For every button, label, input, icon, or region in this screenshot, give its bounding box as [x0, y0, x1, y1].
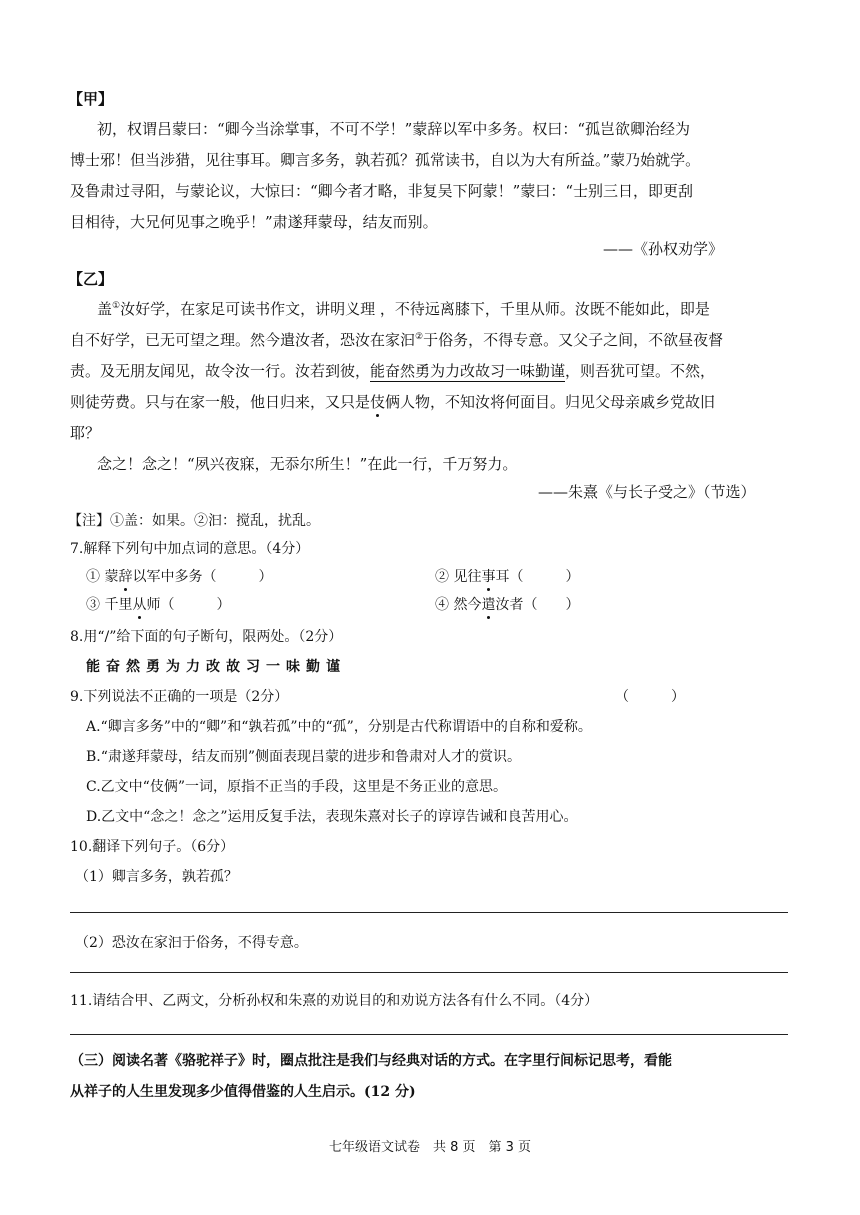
passage-yi-line: [70, 329, 723, 350]
passage-yi-line: [70, 391, 715, 412]
footnote-mark: ①: [112, 301, 121, 311]
passage-yi-heading: 【乙】: [68, 270, 114, 288]
passage-jia-source: ——《孙权劝学》: [603, 240, 724, 258]
question-7-item-3: ③ 千里从师（ ）: [86, 594, 230, 614]
passage-yi-text: ，则吾犹可望。不然，: [565, 362, 716, 380]
question-9-option-b: B.“肃遂拜蒙母，结友而别”侧面表现吕蒙的进步和鲁肃对人才的赏识。: [86, 749, 522, 765]
question-10-stem: 10.翻译下列句子。（6分）: [70, 839, 235, 855]
dotted-word: 遣: [481, 594, 495, 614]
question-8-sentence[interactable]: 能奋然勇为力改故习一味勤谨: [86, 659, 346, 675]
question-11-stem: 11.请结合甲、乙两文，分析孙权和朱熹的劝说目的和劝说方法各有什么不同。（4分）: [70, 993, 599, 1009]
answer-line[interactable]: [70, 912, 788, 913]
question-9-stem: 9.下列说法不正确的一项是（2分）: [70, 689, 289, 705]
passage-yi-line: [97, 298, 710, 319]
dotted-word: 事: [481, 566, 495, 586]
question-9-answer-bracket[interactable]: （ ）: [615, 689, 685, 705]
section-3-intro-line: （三）阅读名著《骆驼祥子》时，圈点批注是我们与经典对话的方式。在字里行间标记思考，看能: [70, 1053, 672, 1069]
question-7-item-2: ② 见往事耳（ ）: [435, 566, 579, 586]
question-10-sentence-1: （1）卿言多务，孰若孤？: [75, 869, 238, 885]
dotted-word: 辞: [118, 566, 132, 586]
annotation-note: 【注】①盖：如果。②汩：搅乱，扰乱。: [68, 513, 320, 529]
passage-jia-line: 及鲁肃过寻阳，与蒙论议，大惊曰：“卿今者才略，非复吴下阿蒙！”蒙曰：“士别三日，即更刮: [70, 182, 694, 200]
answer-line[interactable]: [70, 1034, 788, 1035]
question-7-stem: 7.解释下列句中加点词的意思。（4分）: [70, 541, 310, 557]
footnote-mark: ②: [415, 332, 424, 342]
question-9-option-d: D.乙文中“念之！念之”运用反复手法，表现朱熹对长子的谆谆告诫和良苦用心。: [86, 809, 578, 825]
passage-yi-line: 念之！念之！“夙兴夜寐，无忝尔所生！”在此一行，千万努力。: [97, 455, 518, 473]
passage-yi-text: 则徒劳费。只与在家一般，他日归来，又只是: [70, 393, 371, 411]
answer-line[interactable]: [70, 972, 788, 973]
passage-yi-text: 自不好学，已无可望之理。然今遣汝者，恐汝在家汩: [70, 331, 416, 349]
question-7-item-4: ④ 然今遣汝者（ ）: [435, 594, 579, 614]
page-footer: 七年级语文试卷 共 8 页 第 3 页: [328, 1140, 532, 1155]
passage-jia-line: 博士邪！但当涉猎，见往事耳。卿言多务，孰若孤？孤常读书，自以为大有所益。”蒙乃始就学。: [70, 151, 701, 169]
passage-yi-text: 于俗务，不得专意。又父子之间，不欲昼夜督: [423, 331, 724, 349]
question-8-stem: 8.用“/”给下面的句子断句，限两处。（2分）: [70, 629, 343, 645]
question-9-option-c: C.乙文中“伎俩”一词，原指不正当的手段，这里是不务正业的意思。: [86, 779, 507, 795]
passage-yi-text: 汝好学，在家足可读书作文，讲明义理 ，不待远离膝下，千里从师。汝既不能如此，即是: [120, 300, 710, 318]
underlined-sentence: 能奋然勇为力改故习一味勤谨: [370, 362, 566, 380]
passage-yi-line: 耶？: [70, 424, 101, 442]
passage-jia-line: 目相待，大兄何见事之晚乎！”肃遂拜蒙母，结友而别。: [70, 213, 438, 231]
passage-yi-text: 俩人物，不知汝将何面目。归见父母亲戚乡党故旧: [385, 393, 716, 411]
passage-yi-text: 责。及无朋友闻见，故令汝一行。汝若到彼，: [70, 362, 371, 380]
passage-yi-text: 盖: [97, 300, 113, 318]
passage-jia-line: 初，权谓吕蒙曰：“卿今当涂掌事，不可不学！”蒙辞以军中多务。权曰：“孤岂欲卿治经为: [97, 120, 691, 138]
passage-yi-source: ——朱熹《与长子受之》（节选）: [538, 483, 756, 501]
section-3-intro-line: 从祥子的人生里发现多少值得借鉴的人生启示。(12 分): [70, 1084, 416, 1100]
passage-jia-heading: 【甲】: [68, 90, 114, 108]
dotted-word: 从: [132, 594, 146, 614]
question-9-option-a: A.“卿言多务”中的“卿”和“孰若孤”中的“孤”，分别是古代称谓语中的自称和爱称。: [86, 719, 592, 735]
dotted-word: 伎: [370, 393, 386, 411]
question-10-sentence-2: （2）恐汝在家汩于俗务，不得专意。: [75, 935, 308, 951]
question-7-item-1: ① 蒙辞以军中多务（ ）: [86, 566, 272, 586]
passage-yi-line: [70, 360, 715, 381]
